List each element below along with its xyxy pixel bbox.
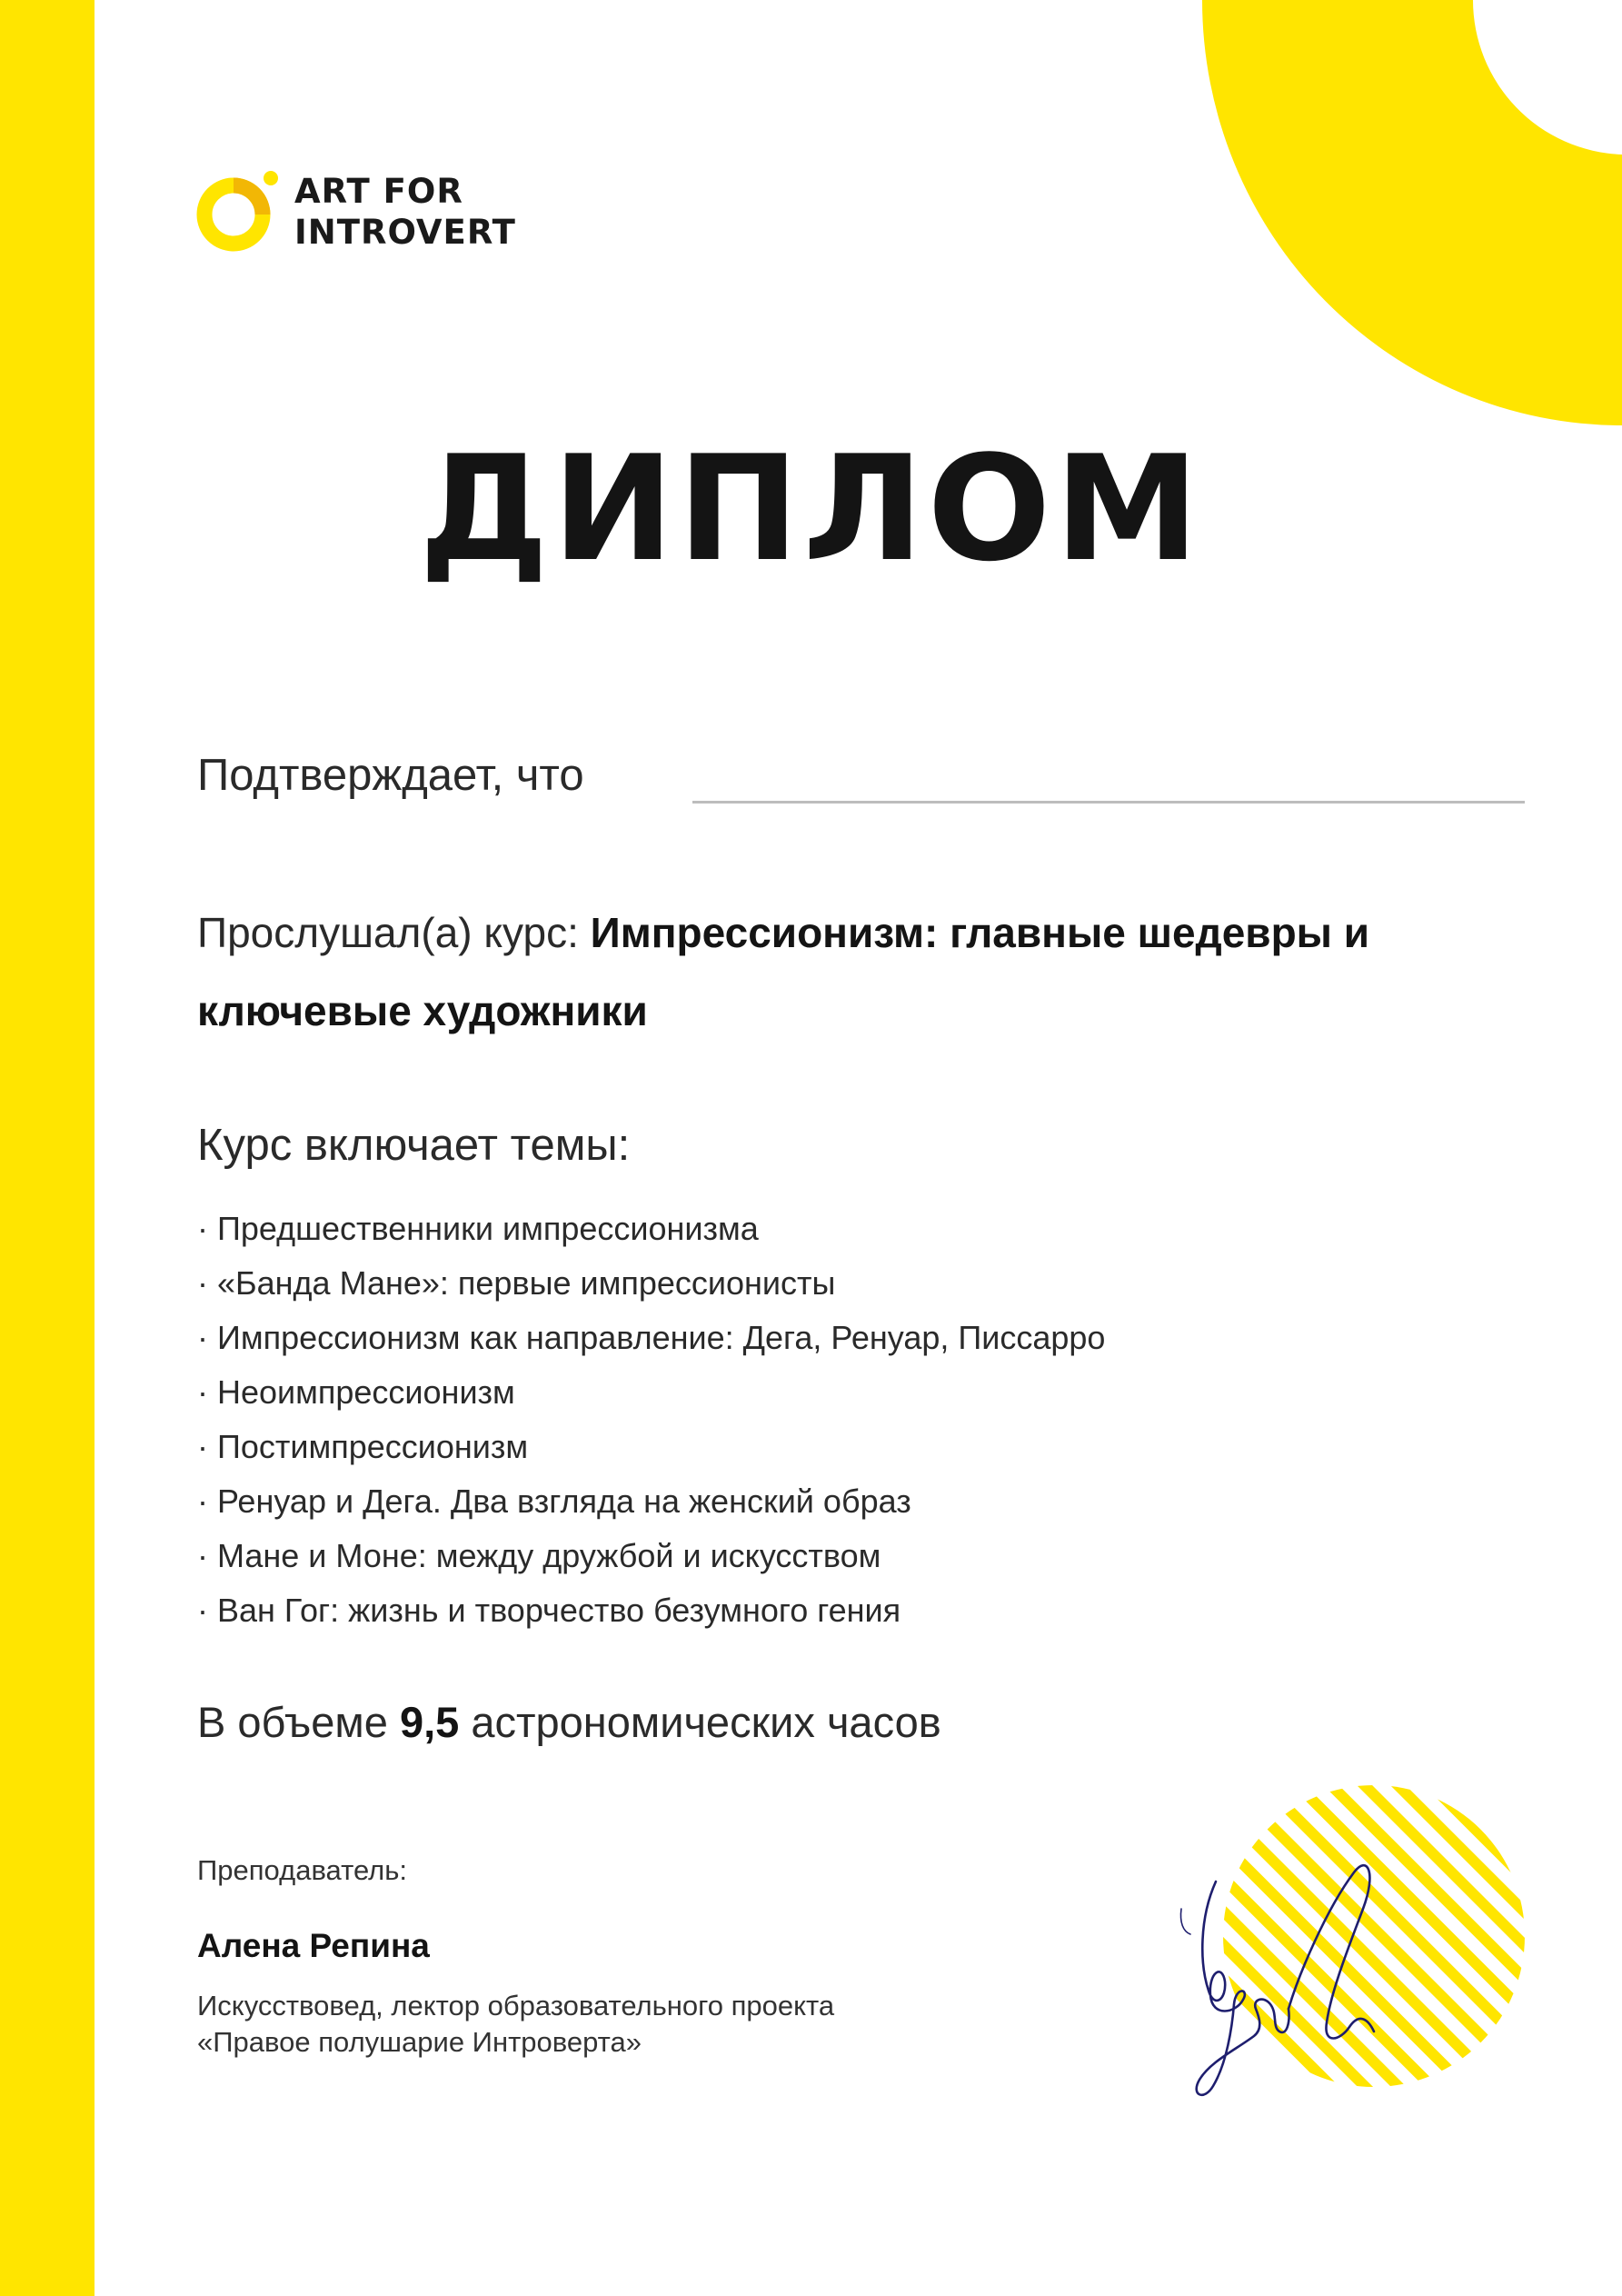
ring-logo-icon [194, 169, 280, 255]
list-item: · Неоимпрессионизм [197, 1373, 515, 1411]
handwritten-signature [1172, 1854, 1418, 2109]
hours-prefix: В объеме [197, 1698, 388, 1746]
recipient-name-line [692, 801, 1525, 804]
topics-list [197, 1202, 1105, 1638]
brand-name [294, 171, 516, 253]
list-item: · Ван Гог: жизнь и творчество безумного гения [197, 1592, 901, 1629]
teacher-description [197, 1988, 834, 2061]
brand-name-line1: ART FOR [294, 172, 463, 211]
course-statement [197, 893, 1378, 1050]
brand-name-line2: INTROVERT [294, 213, 516, 252]
list-item: · Импрессионизм как направление: Дега, Ренуар, Писсарро [197, 1319, 1106, 1356]
teacher-label: Преподаватель: [197, 1854, 408, 1886]
corner-arc-decoration [1202, 0, 1622, 425]
course-hours [197, 1695, 941, 1750]
confirm-label: Подтверждает, что [197, 751, 584, 800]
topics-heading: Курс включает темы: [197, 1121, 631, 1170]
teacher-description-line2: «Правое полушарие Интроверта» [197, 2026, 642, 2058]
list-item: · Мане и Моне: между дружбой и искусством [197, 1537, 881, 1574]
hours-suffix: астрономических часов [471, 1698, 941, 1746]
left-accent-bar [0, 0, 95, 2296]
list-item: · Предшественники импрессионизма [197, 1210, 759, 1247]
list-item: · «Банда Мане»: первые импрессионисты [197, 1264, 836, 1302]
teacher-description-line1: Искусствовед, лектор образовательного проекта [197, 1990, 835, 2021]
list-item: · Постимпрессионизм [197, 1428, 529, 1465]
teacher-name: Алена Репина [197, 1927, 430, 1964]
hours-value: 9,5 [399, 1698, 460, 1746]
course-name: Импрессионизм: главные шедевры и ключевые художники [197, 909, 1370, 1034]
course-label: Прослушал(а) курс: [197, 909, 579, 956]
diploma-title: ДИПЛОМ [419, 424, 1203, 594]
list-item: · Ренуар и Дега. Два взгляда на женский образ [197, 1482, 911, 1520]
brand-logo [194, 169, 516, 255]
